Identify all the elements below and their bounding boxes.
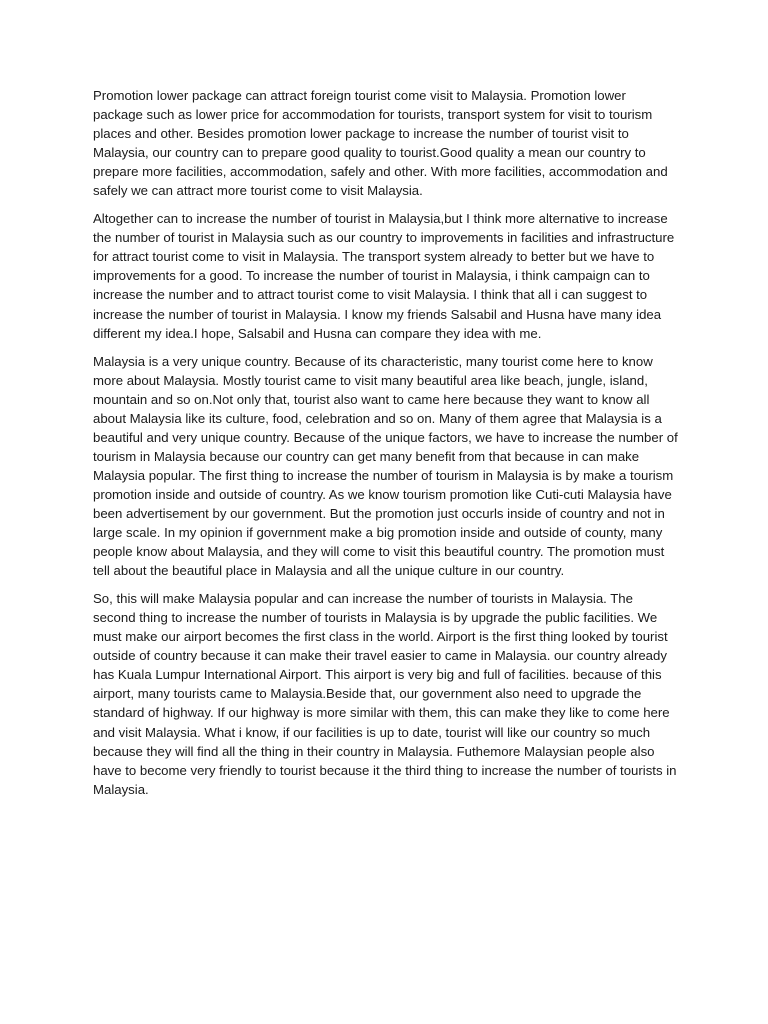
paragraph-3: Malaysia is a very unique country. Because of its characteristic, many tourist come here to know more about Malaysia. Mostly tourist came to visit many beautiful area like beach, jungle, island, mountain and so on.Not only that, tourist also want to came here because they want to know all about Malaysia like its culture, food, celebration and so on. Many of them agree that Malaysia is a beautiful and very unique country. Because of the unique factors, we have to increase the number of tourism in Malaysia because our country can get many benefit from that because in can make Malaysia popular. The first thing to increase the number of tourism in Malaysia is by make a tourism promotion inside and outside of country. As we know tourism promotion like Cuti-cuti Malaysia have been advertisement by our government. But the promotion just occurls inside of country and not in large scale. In my opinion if government make a big promotion inside and outside of county, many people know about Malaysia, and they will come to visit this beautiful country. The promotion must tell about the beautiful place in Malaysia and all the unique culture in our country. [93, 353, 678, 579]
paragraph-2: Altogether can to increase the number of tourist in Malaysia,but I think more alternative to increase the number of tourist in Malaysia such as our country to improvements in facilities and infrastructure for attract tourist come to visit in Malaysia. The transport system already to better but we have to improvements for a good. To increase the number of tourist in Malaysia, i think campaign can to increase the number and to attract tourist come to visit Malaysia. I think that all i can suggest to increase the number of tourist in Malaysia. I know my friends Salsabil and Husna have many idea different my idea.I hope, Salsabil and Husna can compare they idea with me. [93, 211, 675, 341]
paragraph-1: Promotion lower package can attract foreign tourist come visit to Malaysia. Promotion lower package such as lower price for accommodation for tourists, transport system for visit to tourism places and other. Besides promotion lower package to increase the number of tourist visit to Malaysia, our country can to prepare good quality to tourist.Good quality a mean our country to prepare more facilities, accommodation, safely and other. With more facilities, accommodation and safely we can attract more tourist come to visit Malaysia. [93, 88, 668, 199]
paragraph-4: So, this will make Malaysia popular and can increase the number of tourists in Malaysia. The second thing to increase the number of tourists in Malaysia is by upgrade the public facilities. We must make our airport becomes the first class in the world. Airport is the first thing looked by tourist outside of country because it can make their travel easier to came in Malaysia. our country already has Kuala Lumpur International Airport. This airport is very big and full of facilities. because of this airport, many tourists came to Malaysia.Beside that, our government also need to upgrade the standard of highway. If our highway is more similar with them, this can make they like to come here and visit Malaysia. What i know, if our facilities is up to date, tourist will like our country so much because they will find all the thing in their country in Malaysia. Futhemore Malaysian people also have to become very friendly to tourist because it the third thing to increase the number of tourists in Malaysia. [93, 591, 677, 797]
document-body [93, 86, 678, 808]
